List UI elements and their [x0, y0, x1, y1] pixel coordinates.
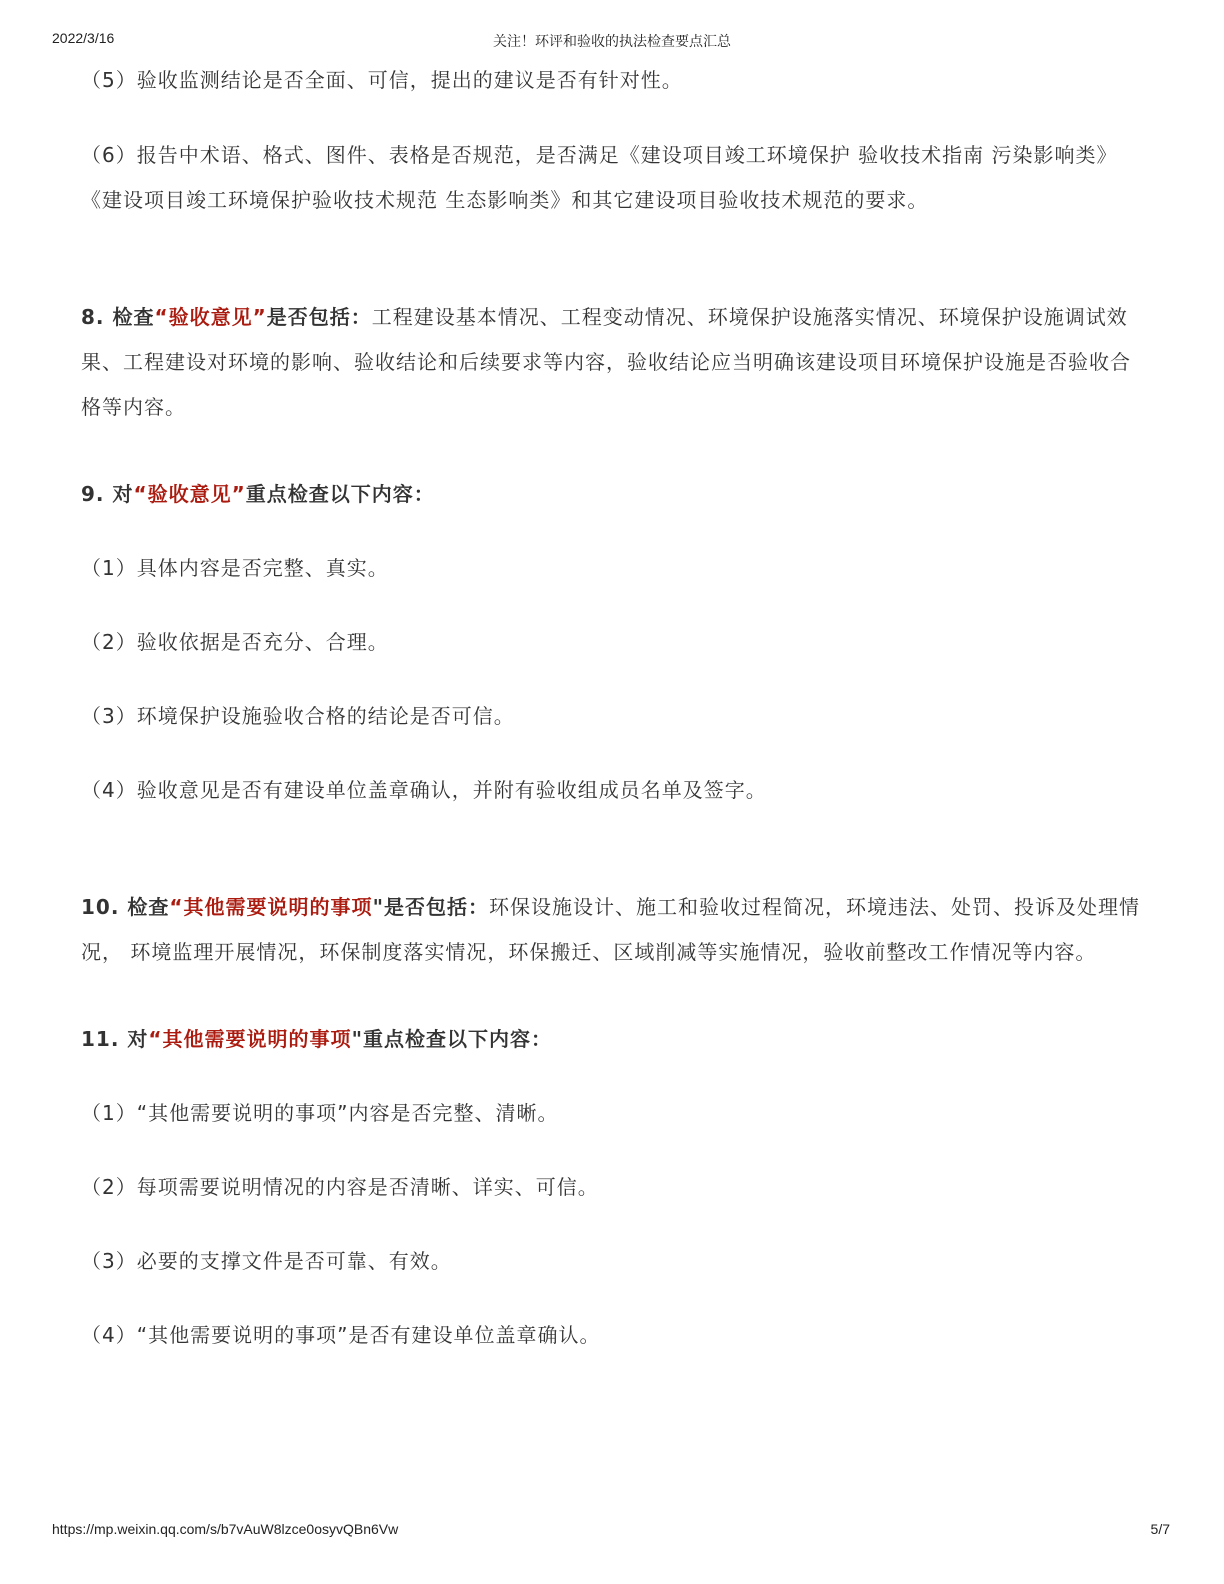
section-11-highlight: “其他需要说明的事项 — [148, 1027, 352, 1051]
section-9-highlight: “验收意见” — [133, 482, 246, 506]
article-content — [81, 58, 1141, 1358]
section-9-item-1: （1）具体内容是否完整、真实。 — [81, 556, 389, 580]
section-10-body: 环保设施设计、施工和验收过程简况，环境违法、处罚、投诉及处理情况， 环境监理开展情况，环保制度落实情况，环保搬迁、区域削减等实施情况，验收前整改工作情况等内容。 — [81, 895, 1140, 964]
section-10 — [81, 885, 1141, 975]
section-9-item-2: （2）验收依据是否充分、合理。 — [81, 630, 389, 654]
section-11-item-2: （2）每项需要说明情况的内容是否清晰、详实、可信。 — [81, 1175, 599, 1199]
header-date: 2022/3/16 — [52, 30, 115, 46]
section-9-item-4: （4）验收意见是否有建设单位盖章确认，并附有验收组成员名单及签字。 — [81, 778, 767, 802]
section-9-heading — [81, 472, 1141, 517]
footer-page-number: 5/7 — [1150, 1521, 1170, 1537]
section-8-prefix: 8. 检查 — [81, 305, 155, 329]
section-11-prefix: 11. 对 — [81, 1027, 149, 1051]
section-11-bold: "重点检查以下内容： — [351, 1027, 552, 1051]
section-10-prefix: 10. 检查 — [81, 895, 170, 919]
item-5: （5）验收监测结论是否全面、可信，提出的建议是否有针对性。 — [81, 68, 683, 92]
section-8-body: 工程建设基本情况、工程变动情况、环境保护设施落实情况、环境保护设施调试效果、工程建设对环境的影响、验收结论和后续要求等内容，验收结论应当明确该建设项目环境保护设施是否验收合格等内容。 — [81, 305, 1131, 419]
section-8-bold: 是否包括： — [266, 305, 372, 329]
section-8 — [81, 295, 1141, 430]
section-9-bold: 重点检查以下内容： — [245, 482, 435, 506]
section-11-heading — [81, 1017, 1141, 1062]
section-10-highlight: “其他需要说明的事项 — [169, 895, 373, 919]
section-11-item-1: （1）“其他需要说明的事项”内容是否完整、清晰。 — [81, 1101, 559, 1125]
section-11-item-3: （3）必要的支撑文件是否可靠、有效。 — [81, 1249, 452, 1273]
section-8-highlight: “验收意见” — [154, 305, 267, 329]
section-9-prefix: 9. 对 — [81, 482, 134, 506]
section-11-item-4: （4）“其他需要说明的事项”是否有建设单位盖章确认。 — [81, 1323, 601, 1347]
footer-url: https://mp.weixin.qq.com/s/b7vAuW8lzce0osyvQBn6Vw — [52, 1521, 399, 1537]
header-title: 关注！环评和验收的执法检查要点汇总 — [493, 34, 731, 50]
section-10-bold: "是否包括： — [372, 895, 489, 919]
item-6: （6）报告中术语、格式、图件、表格是否规范，是否满足《建设项目竣工环境保护 验收技术指南 污染影响类》《建设项目竣工环境保护验收技术规范 生态影响类》和其它建设项目验收技术规范的要求。 — [81, 143, 1118, 212]
section-9-item-3: （3）环境保护设施验收合格的结论是否可信。 — [81, 704, 515, 728]
